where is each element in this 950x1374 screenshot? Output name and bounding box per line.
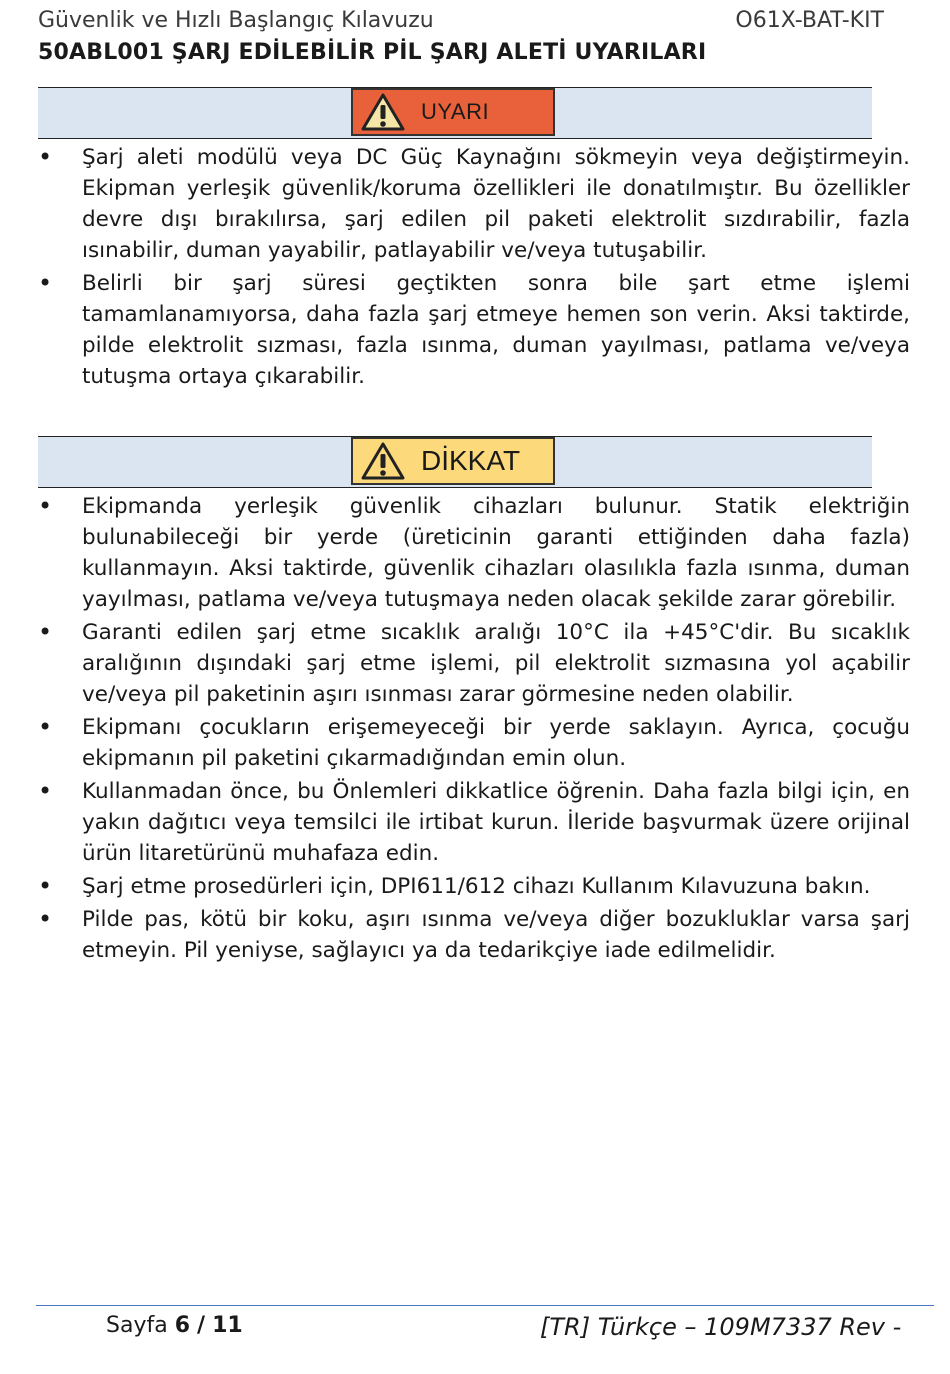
list-item: • Şarj etme prosedürleri için, DPI611/612 cihazı Kullanım Kılavuzuna bakın. [38,871,910,902]
caution-badge [351,437,555,485]
caution-label: DİKKAT [421,445,521,476]
list-item: • Ekipmanı çocukların erişemeyeceği bir yerde saklayın. Ayrıca, çocuğu ekipmanın pil paketini çıkarmadığından emin olun. [38,712,910,774]
caution-list [38,491,910,968]
list-item: • Pilde pas, kötü bir koku, aşırı ısınma ve/veya diğer bozukluklar varsa şarj etmeyin. Pil yeniyse, sağlayıcı ya da tedarikçiye iade edilmelidir. [38,904,910,966]
page-current: 6 [174,1313,191,1338]
warning-band [38,87,872,139]
list-item: • Belirli bir şarj süresi geçtikten sonra bile şart etme işlemi tamamlanamıyorsa, daha fazla şarj etmeye hemen son verin. Aksi taktirde, pilde elektrolit sızması, fazla ısınma, duman yayılması, patlama ve/veya tutuşma ortaya çıkarabilir. [38,268,910,392]
list-item: • Garanti edilen şarj etme sıcaklık aralığı 10°C ila +45°C'dir. Bu sıcaklık aralığının dışındaki şarj etme işlemi, pil elektrolit sızmasına yol açabilir ve/veya pil paketinin aşırı ısınması zarar görmesine neden olabilir. [38,617,910,710]
warning-badge [351,88,555,136]
page-separator: / [197,1313,206,1338]
list-item: • Ekipmanda yerleşik güvenlik cihazları bulunur. Statik elektriğin bulunabileceği bir yerde (üreticinin garanti ettiğinden daha fazla) kullanmayın. Aksi taktirde, güvenlik cihazları olasılıkla fazla ısınma, duman yayılması, patlama ve/veya tutuşmaya neden olacak şekilde zarar görebilir. [38,491,910,615]
page-total: 11 [212,1313,243,1338]
page-prefix: Sayfa [106,1313,168,1338]
list-item: • Şarj aleti modülü veya DC Güç Kaynağını sökmeyin veya değiştirmeyin. Ekipman yerleşik güvenlik/koruma özellikleri ile donatılmıştır. Bu özellikler devre dışı bırakılırsa, şarj edilen pil paketi elektrolit sızdırabilir, fazla ısınabilir, duman yayabilir, patlayabilir ve/veya tutuşabilir. [38,142,910,266]
warning-list [38,142,910,394]
list-item: • Kullanmadan önce, bu Önlemleri dikkatlice öğrenin. Daha fazla bilgi için, en yakın dağıtıcı veya temsilci ile irtibat kurun. İleride başvurmak üzere orijinal ürün litaretürünü muhafaza edin. [38,776,910,869]
footer-rule [36,1305,934,1306]
warning-triangle-icon [361,93,405,131]
product-code: O61X-BAT-KIT [735,8,884,33]
caution-band [38,436,872,488]
warning-triangle-icon [361,442,405,480]
section-title: 50ABL001 ŞARJ EDİLEBİLİR PİL ŞARJ ALETİ UYARILARI [38,40,707,65]
document-title: Güvenlik ve Hızlı Başlangıç Kılavuzu [38,8,434,33]
page-number [106,1313,243,1338]
warning-label: UYARI [421,99,490,124]
document-reference: [TR] Türkçe – 109M7337 Rev - [540,1313,902,1341]
